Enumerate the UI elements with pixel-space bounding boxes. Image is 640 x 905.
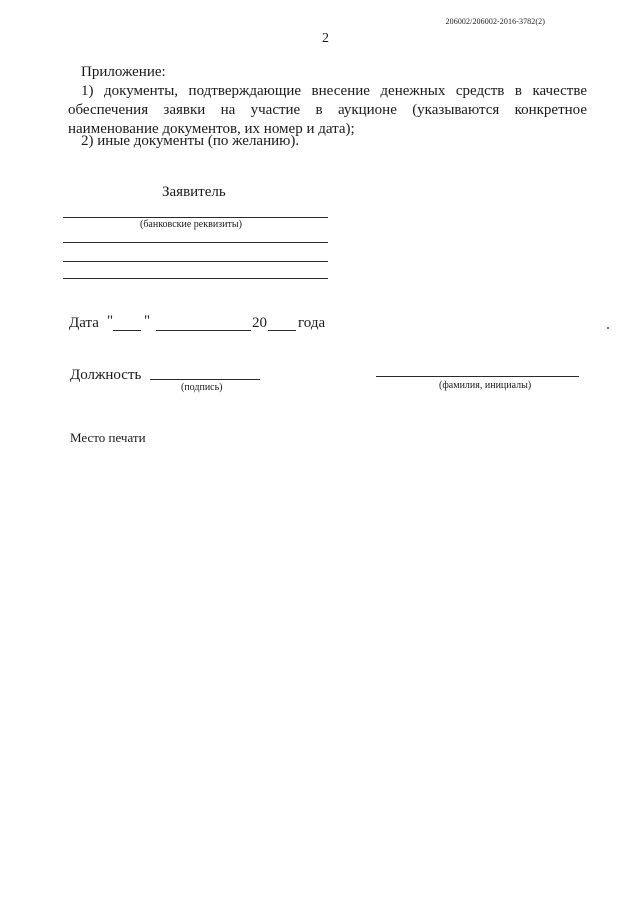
name-caption: (фамилия, инициалы): [439, 380, 532, 391]
appendix-item1-line2: обеспечения заявки на участие в аукционе (указываются конкретное: [68, 102, 587, 118]
appendix-item1-line3: наименование документов, их номер и дата);: [68, 121, 355, 137]
applicant-title: Заявитель: [162, 184, 226, 200]
month-blank: [156, 330, 251, 331]
bank-details-line-2: [63, 242, 328, 243]
day-blank: [113, 330, 141, 331]
signature-caption: (подпись): [181, 382, 223, 393]
date-close-quote: ": [144, 313, 151, 329]
appendix-title: Приложение:: [81, 64, 166, 80]
signature-line: [150, 379, 260, 380]
bank-details-line-1: [63, 217, 328, 218]
page-number: 2: [322, 31, 329, 46]
year-suffix: года: [298, 315, 326, 331]
appendix-item1-line1: 1) документы, подтверждающие внесение денежных средств в качестве: [81, 83, 587, 99]
bank-details-line-4: [63, 278, 328, 279]
position-label: Должность: [70, 367, 142, 383]
date-open-quote: ": [107, 313, 114, 329]
appendix-item2: 2) иные документы (по желанию).: [81, 133, 300, 149]
stamp-place-label: Место печати: [70, 430, 146, 445]
name-line: [376, 376, 579, 377]
year-prefix: 20: [252, 315, 267, 331]
year-blank: [268, 330, 296, 331]
document-id: 206002/206002-2016-3782(2): [445, 17, 545, 26]
date-label: Дата: [69, 315, 99, 331]
bank-details-caption: (банковские реквизиты): [140, 219, 242, 230]
scan-dot: [607, 327, 609, 329]
bank-details-line-3: [63, 261, 328, 262]
